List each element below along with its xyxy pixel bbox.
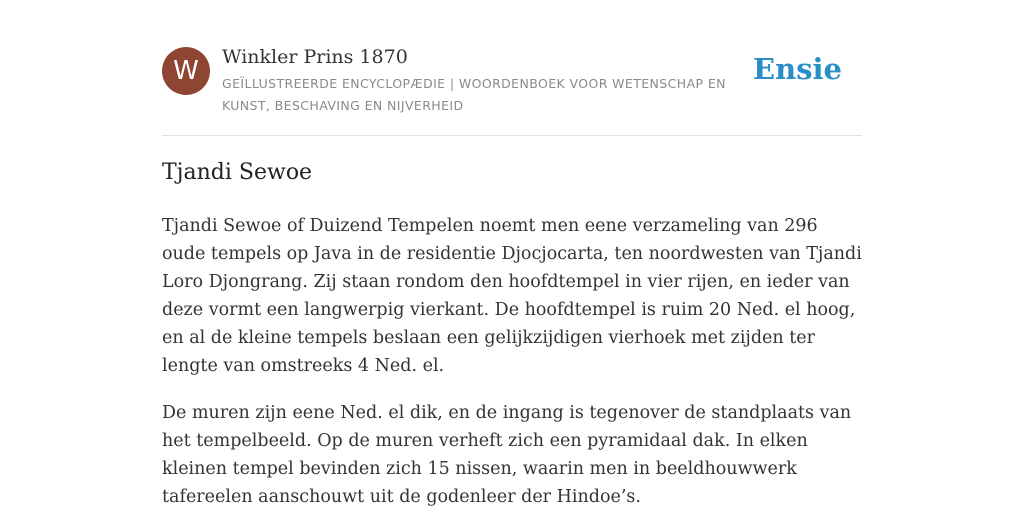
source-header bbox=[162, 46, 862, 136]
source-avatar[interactable]: W bbox=[162, 47, 210, 95]
source-subtitle: GEÏLLUSTREERDE ENCYCLOPÆDIE | WOORDENBOEK VOOR WETENSCHAP EN KUNST, BESCHAVING EN NIJVERHEID bbox=[222, 76, 726, 113]
article-title: Tjandi Sewoe bbox=[162, 160, 313, 185]
source-title[interactable]: Winkler Prins 1870 bbox=[222, 46, 408, 68]
article-paragraph-1: Tjandi Sewoe of Duizend Tempelen noemt men eene verzameling van 296 oude tempels op Java in de residentie Djocjocarta, ten noordwesten van Tjandi Loro Djongrang. Zij staan rondom den hoofdtempel in vier rijen, en ieder van deze vormt een langwerpig vierkant. De hoofdtempel is ruim 20 Ned. el hoog, en al de kleine tempels beslaan een gelijkzijdigen vierhoek met zijden ter lengte van omstreeks 4 Ned. el. bbox=[162, 216, 862, 376]
ensie-logo[interactable]: Ensie bbox=[753, 52, 842, 86]
article-body bbox=[162, 212, 862, 512]
header-divider bbox=[162, 135, 862, 136]
article-paragraph-2: De muren zijn eene Ned. el dik, en de ingang is tegenover de standplaats van het tempelbeeld. Op de muren verheft zich een pyramidaal dak. In elken kleinen tempel bevinden zich 15 nissen, waarin men in beeldhouwwerk tafereelen aanschouwt uit de godenleer der Hindoe’s. bbox=[162, 403, 852, 507]
